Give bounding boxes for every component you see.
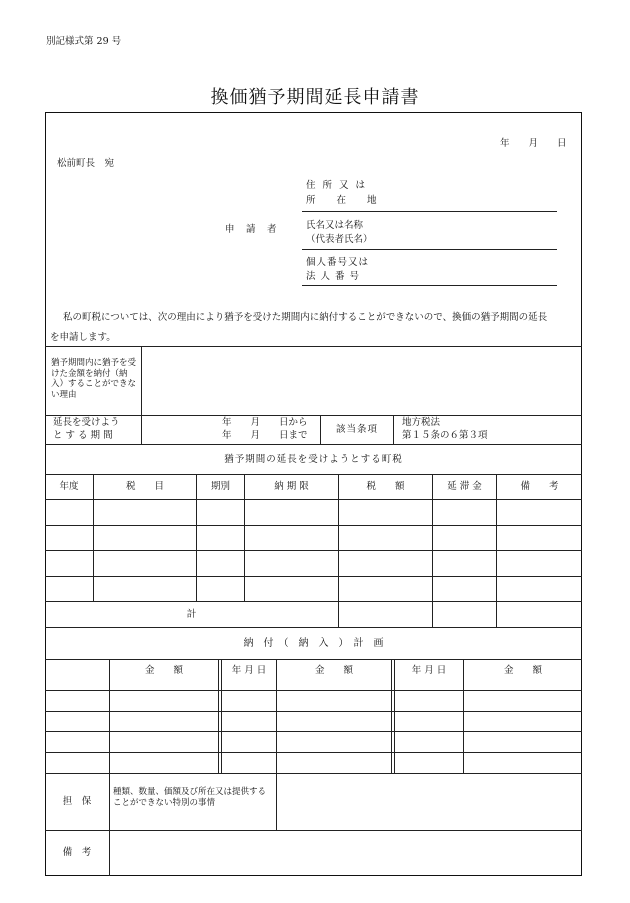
name-label-2: （代表者氏名） (306, 234, 373, 245)
plan-header-amount-3: 金 額 (503, 665, 542, 677)
plan-header-date-1: 年 月 日 (231, 665, 267, 677)
period-label-2: と す る 期 間 (53, 430, 113, 441)
clause-label: 該当条項 (335, 424, 378, 436)
number-label-1: 個人番号又は (306, 257, 370, 268)
tax-header-amount: 税 額 (366, 481, 405, 493)
rule-plan-row3 (45, 731, 582, 732)
plan-header-date-2: 年 月 日 (411, 665, 447, 677)
rule-collateral-label (109, 773, 110, 876)
rule-plan-row4 (45, 752, 582, 753)
rule-plan-row1 (45, 690, 582, 691)
collateral-label: 担 保 (62, 796, 92, 808)
tax-header-period: 期別 (210, 481, 230, 493)
statement-line-1: 私の町税については、次の理由により猶予を受けた期間内に納付することができないので、換価の猶予期間の延長 (63, 312, 548, 323)
number-underline (302, 285, 557, 286)
rule-tax-row2 (45, 525, 582, 526)
tax-header-item: 税 目 (125, 481, 164, 493)
tax-header-remarks: 備 考 (520, 481, 559, 493)
rule-tax-row4 (45, 576, 582, 577)
period-to[interactable]: 年 月 日まで (222, 430, 308, 441)
remarks-field[interactable] (111, 832, 580, 874)
law-line-1: 地方税法 (402, 417, 441, 428)
law-line-2: 第１５条の６第３項 (402, 430, 488, 441)
period-from[interactable]: 年 月 日から (222, 417, 308, 428)
number-label-2: 法 人 番 号 (306, 271, 361, 282)
name-underline (302, 249, 557, 250)
tax-table-caption: 猶予期間の延長を受けようとする町税 (224, 453, 403, 465)
rule-clause-right (393, 415, 394, 444)
rule-collateral-note (276, 773, 277, 830)
statement-line-2: を申請します。 (50, 332, 116, 343)
rule-plan-row2 (45, 711, 582, 712)
rule-period-divider (141, 415, 142, 444)
tax-total-label: 計 (186, 608, 197, 620)
page-title: 換価猶予期間延長申請書 (210, 87, 420, 108)
period-label-1: 延長を受けよう (53, 417, 120, 428)
rule-remarks-top (45, 830, 582, 831)
reason-field[interactable] (143, 348, 579, 413)
rule-plan-bottom (45, 773, 582, 774)
applicant-label: 申 請 者 (225, 224, 278, 235)
tax-header-deadline: 納 期 限 (274, 481, 309, 493)
name-label-1: 氏名又は名称 (306, 220, 364, 231)
address-label-2: 所 在 地 (306, 195, 386, 206)
date-label: 年 月 日 (500, 138, 567, 149)
tax-header-year: 年度 (59, 481, 79, 493)
rule-period-top (45, 415, 582, 416)
rule-tax-row3 (45, 550, 582, 551)
rule-reason-divider (141, 346, 142, 415)
plan-header-amount-2: 金 額 (314, 665, 353, 677)
addressee: 松前町長 宛 (57, 158, 115, 169)
reason-label: 猶予期間内に猶予を受けた金額を納付（納入）することができない理由 (51, 358, 137, 400)
address-label-1: 住 所 又 は (306, 180, 368, 191)
form-number: 別記様式第 29 号 (46, 36, 122, 47)
plan-header-amount-1: 金 額 (144, 665, 183, 677)
remarks-label: 備 考 (62, 847, 92, 859)
tax-header-arrears: 延 滞 金 (447, 481, 482, 493)
payment-plan-caption: 納 付 （ 納 入 ） 計 画 (243, 637, 384, 649)
collateral-note: 種類、数量、価額及び所在又は提供することができない特別の事情 (113, 787, 267, 808)
address-underline (302, 211, 557, 212)
collateral-field[interactable] (278, 775, 580, 829)
rule-tax-row1 (45, 499, 582, 500)
rule-reason-top (45, 346, 582, 347)
